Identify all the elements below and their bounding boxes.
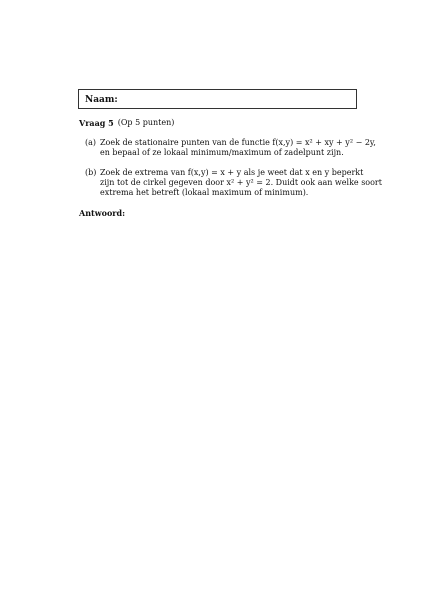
question-points: (Op 5 punten)	[117, 118, 175, 127]
part-b-line-1: Zoek de extrema van f(x,y) = x + y als je weet dat x en y beperkt	[100, 168, 364, 177]
answer-label: Antwoord:	[79, 208, 126, 218]
part-a-text	[100, 138, 376, 158]
question-part-a	[85, 138, 376, 158]
part-b-label: (b)	[85, 168, 97, 177]
part-b-text	[100, 168, 382, 198]
question-block	[79, 118, 382, 218]
part-b-line-3: extrema het betreft (lokaal maximum of minimum).	[100, 188, 309, 197]
name-field[interactable]	[78, 89, 357, 109]
part-a-line-1: Zoek de stationaire punten van de functie f(x,y) = x² + xy + y² − 2y,	[100, 138, 376, 147]
part-a-line-2: en bepaal of ze lokaal minimum/maximum of zadelpunt zijn.	[100, 148, 344, 157]
name-label: Naam:	[85, 95, 118, 105]
question-heading	[79, 118, 361, 128]
part-b-line-2: zijn tot de cirkel gegeven door x² + y² = 2. Duidt ook aan welke soort	[100, 178, 382, 187]
question-part-b	[85, 168, 382, 198]
part-a-label: (a)	[85, 138, 97, 147]
question-title: Vraag 5	[79, 118, 114, 128]
